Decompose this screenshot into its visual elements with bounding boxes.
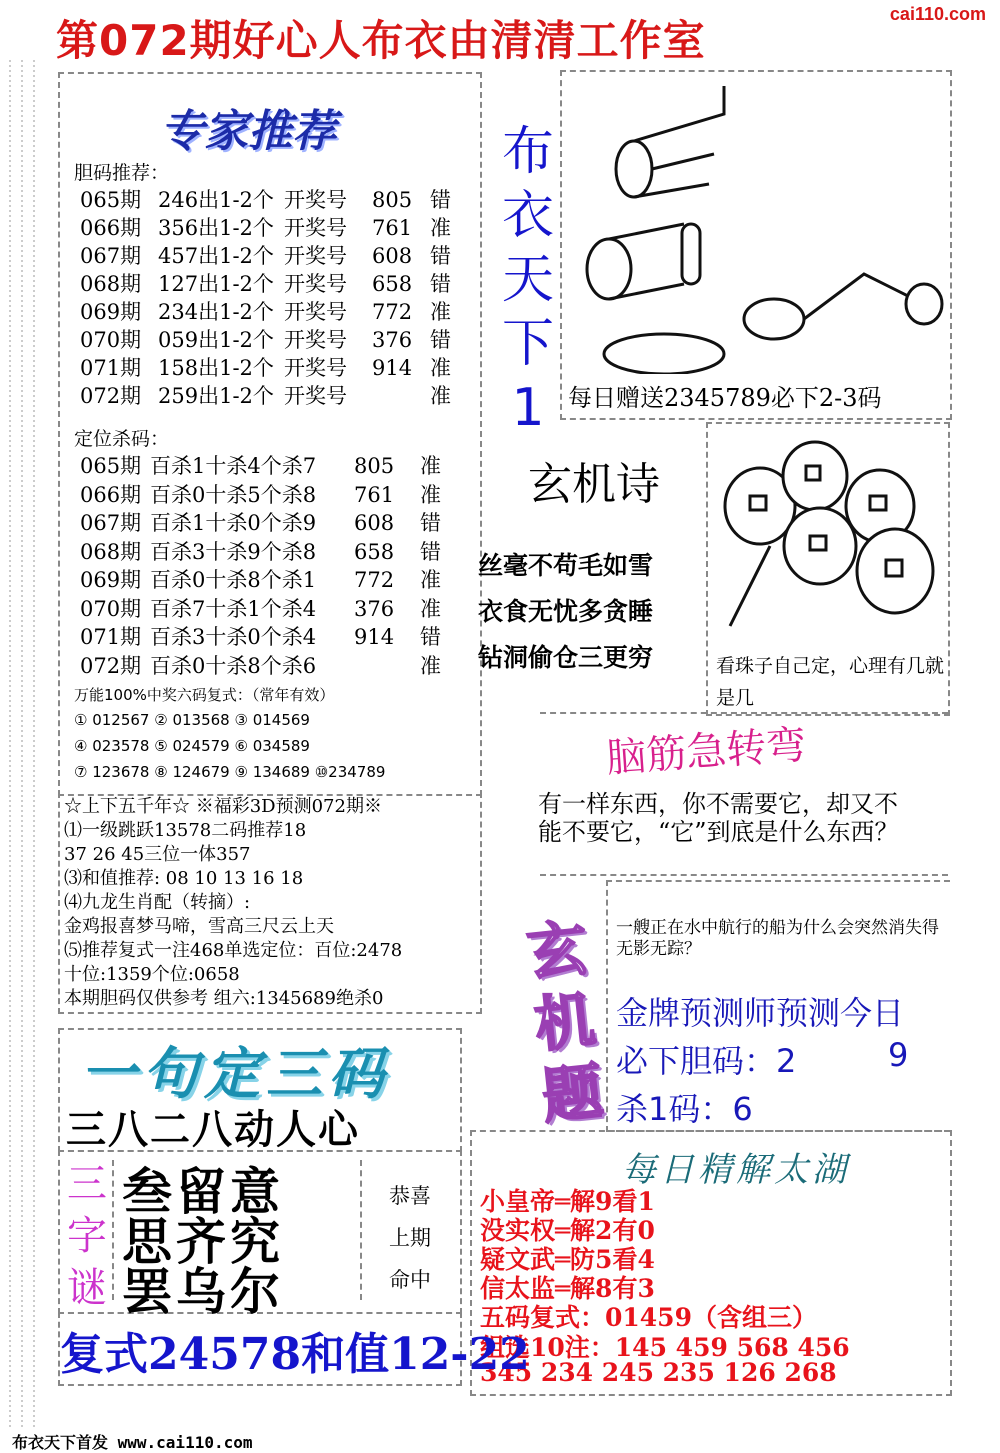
dan-row [80, 242, 460, 270]
history-line: ⑶和值推荐: 08 10 13 16 18 [64, 868, 304, 889]
dan-label: 开奖号 [284, 188, 347, 212]
kill-kill: 百杀3十杀9个杀8 [150, 539, 317, 564]
three-char-label: 谜 [67, 1265, 107, 1311]
dan-result: 准 [430, 216, 451, 240]
poem-title: 玄机诗 [528, 459, 660, 510]
dan-result: 准 [430, 356, 451, 380]
xuanji-char: 机 [531, 985, 599, 1061]
one-sentence-title: 一句定三码 [80, 1041, 390, 1107]
dan-result: 准 [430, 300, 451, 324]
cylinder-sketch-illustration [564, 74, 944, 374]
kill-draw: 914 [354, 625, 395, 649]
buyi-char: 下 [501, 314, 554, 374]
xuanji-vertical [519, 912, 611, 1134]
kill-period: 067期 [80, 511, 142, 535]
dan-draw: 761 [372, 216, 413, 240]
kill-row [80, 623, 460, 651]
dan-draw: 805 [372, 188, 413, 212]
dan-result: 错 [430, 188, 451, 212]
universal-row: ⑦ 123678 ⑧ 124679 ⑨ 134689 ⑩234789 [74, 763, 386, 781]
three-char-divider [360, 1160, 362, 1300]
dan-row [80, 214, 460, 242]
dan-period: 071期 [80, 356, 142, 380]
kill-kill: 百杀0十杀8个杀1 [150, 568, 317, 592]
dan-period: 072期 [80, 384, 142, 408]
expert-title: 专家推荐 [160, 106, 336, 157]
three-char-divider [112, 1160, 114, 1300]
dan-period: 066期 [80, 216, 142, 240]
daily-gift: 每日赠送2345789必下2-3码 [568, 384, 882, 412]
history-line: ⑷九龙生肖配（转摘）: [64, 892, 251, 913]
poem-line: 衣食无忧多贪睡 [478, 597, 654, 626]
dan-draw: 658 [372, 272, 413, 296]
kill-result: 准 [420, 454, 441, 478]
dan-label: 开奖号 [284, 244, 347, 268]
universal-row: ① 012567 ② 013568 ③ 014569 [74, 711, 310, 729]
dan-row [80, 354, 460, 382]
dan-row [80, 326, 460, 354]
page-title: 第072期好心人布衣由清清工作室 [56, 16, 706, 65]
kill-result: 错 [420, 625, 441, 649]
footer-credit: 布衣天下首发 www.cai110.com [12, 1433, 253, 1452]
congrats-note [380, 1175, 440, 1301]
dan-row [80, 298, 460, 326]
kill-row [80, 481, 460, 509]
xuanji-question: 一艘正在水中航行的船为什么会突然消失得无影无踪？ [616, 918, 939, 959]
kill-kill: 百杀1十杀0个杀9 [150, 511, 317, 535]
kill-result: 错 [420, 511, 441, 535]
kill-period: 070期 [80, 596, 142, 621]
dan-pick: 457出1-2个 [158, 244, 274, 268]
dan-period: 070期 [80, 328, 142, 352]
dan-pick: 158出1-2个 [158, 356, 274, 380]
history-line: 十位:1359个位:0658 [64, 964, 240, 985]
dan-label: 开奖号 [284, 384, 347, 408]
dan-label: 开奖号 [284, 328, 347, 352]
one-sentence-line: 三八二八动人心 [66, 1107, 360, 1153]
three-char-label: 字 [67, 1213, 107, 1259]
kill-row [80, 652, 460, 680]
dan-period: 065期 [80, 188, 142, 212]
taihu-line: 疑文武═防5看4 [480, 1245, 655, 1274]
three-char-line: 罢乌尔 [122, 1262, 284, 1321]
kill-label: 定位杀码： [74, 428, 170, 450]
dan-pick: 234出1-2个 [158, 300, 274, 324]
kill-period: 071期 [80, 625, 142, 649]
kill-period: 066期 [80, 482, 142, 507]
dan-result: 错 [430, 328, 451, 352]
buyi-char: 衣 [501, 186, 554, 246]
kill-draw: 761 [354, 482, 395, 507]
kill-draw: 608 [354, 511, 395, 535]
kill-kill: 百杀7十杀1个杀4 [150, 596, 317, 621]
universal-label: 万能100%中奖六码复式：（常年有效） [74, 686, 335, 704]
poem-line: 钻洞偷仓三更穷 [478, 643, 654, 672]
gold-title: 金牌预测师预测今日 [616, 994, 905, 1032]
taihu-line: 组选10注：145 459 568 456 [480, 1333, 850, 1362]
history-line: 金鸡报喜梦马啼，雪高三尺云上天 [64, 916, 334, 937]
gold-dan: 必下胆码：2 [616, 1042, 797, 1080]
buyi-char: 布 [501, 122, 554, 182]
kill-period: 068期 [80, 539, 142, 564]
dan-pick: 259出1-2个 [158, 384, 274, 408]
dan-result: 准 [430, 384, 451, 408]
history-line: ☆上下五千年☆ ※福彩3D预测072期※ [64, 796, 382, 817]
xuanji-char: 玄 [523, 913, 591, 990]
dan-period: 068期 [80, 272, 142, 296]
site-watermark[interactable]: cai110.com [889, 4, 986, 24]
kill-row [80, 538, 460, 566]
dan-draw: 376 [372, 328, 413, 352]
kill-kill: 百杀3十杀0个杀4 [150, 625, 317, 649]
kill-period: 069期 [80, 568, 142, 592]
kill-draw: 658 [354, 539, 395, 564]
buyi-vertical [498, 120, 558, 440]
kill-kill: 百杀0十杀8个杀6 [150, 653, 317, 678]
dan-label: 开奖号 [284, 272, 347, 296]
kill-row [80, 566, 460, 594]
dan-pick: 059出1-2个 [158, 328, 274, 352]
kill-row [80, 509, 460, 537]
kill-row [80, 452, 460, 480]
taihu-line: 没实权═解2有0 [480, 1216, 655, 1245]
taihu-line: 五码复式：01459（含组三） [480, 1303, 817, 1332]
riddle-text: 有一样东西，你不需要它，却又不能不要它，“它”到底是什么东西？ [538, 790, 899, 846]
kill-kill: 百杀1十杀4个杀7 [150, 454, 317, 478]
dan-result: 错 [430, 244, 451, 268]
dan-pick: 246出1-2个 [158, 188, 274, 212]
kill-result: 准 [420, 482, 441, 507]
buyi-char: 天 [501, 250, 554, 310]
dan-label: 开奖号 [284, 356, 347, 380]
dan-period: 067期 [80, 244, 142, 268]
kill-draw: 772 [354, 568, 395, 592]
three-char-line: 思齐究 [122, 1212, 284, 1271]
kill-result: 准 [420, 568, 441, 592]
dan-pick: 127出1-2个 [158, 272, 274, 296]
poem-line: 丝毫不苟毛如雪 [478, 551, 654, 580]
dan-label: 开奖号 [284, 216, 347, 240]
dan-row [80, 186, 460, 214]
xuanji-char: 题 [539, 1056, 607, 1133]
history-line: ⑴一级跳跃13578二码推荐18 [64, 820, 307, 841]
three-char-label: 三 [67, 1161, 107, 1207]
kill-kill: 百杀0十杀5个杀8 [150, 482, 317, 507]
kill-draw: 376 [354, 596, 395, 621]
kill-draw: 805 [354, 454, 395, 478]
dan-label: 开奖号 [284, 300, 347, 324]
taihu-line: 345 234 245 235 126 268 [480, 1358, 837, 1387]
kill-period: 072期 [80, 653, 142, 678]
dan-label: 胆码推荐： [74, 162, 170, 184]
dan-period: 069期 [80, 300, 142, 324]
universal-row: ④ 023578 ⑤ 024579 ⑥ 034589 [74, 737, 310, 755]
kill-period: 065期 [80, 454, 142, 478]
taihu-line: 信太监═解8有3 [480, 1274, 655, 1303]
beads-note: 看珠子自己定，心理有几就是几 [716, 655, 945, 709]
taihu-title: 每日精解太湖 [622, 1150, 850, 1190]
dan-draw: 772 [372, 300, 413, 324]
decorative-sidebar [0, 60, 48, 1430]
history-line: ⑸推荐复式一注468单选定位：百位:2478 [64, 940, 403, 961]
coins-illustration [710, 426, 942, 646]
taihu-line: 小皇帝═解9看1 [480, 1187, 655, 1216]
fushi-line: 复式24578和值12-22 [60, 1329, 530, 1380]
congrats-line: 恭喜 [389, 1184, 431, 1208]
dan-draw: 608 [372, 244, 413, 268]
kill-result: 错 [420, 539, 441, 564]
dan-row [80, 270, 460, 298]
brain-title: 脑筋急转弯 [604, 722, 808, 782]
three-char-vertical [62, 1158, 112, 1314]
history-line: 本期胆码仅供参考 组六:1345689绝杀0 [64, 988, 384, 1009]
kill-result: 准 [420, 596, 441, 621]
three-char-line: 叁留意 [122, 1162, 284, 1221]
dan-row [80, 382, 460, 410]
gold-kill: 杀1码：6 [616, 1090, 753, 1128]
dan-pick: 356出1-2个 [158, 216, 274, 240]
buyi-char: 1 [511, 378, 545, 438]
kill-row [80, 595, 460, 623]
kill-result: 准 [420, 653, 441, 678]
gold-dan-extra: 9 [888, 1036, 909, 1074]
dan-result: 错 [430, 272, 451, 296]
dan-draw: 914 [372, 356, 413, 380]
history-line: 37 26 45三位一体357 [64, 844, 251, 865]
congrats-line: 上期 [389, 1226, 431, 1250]
congrats-line: 命中 [389, 1268, 431, 1292]
